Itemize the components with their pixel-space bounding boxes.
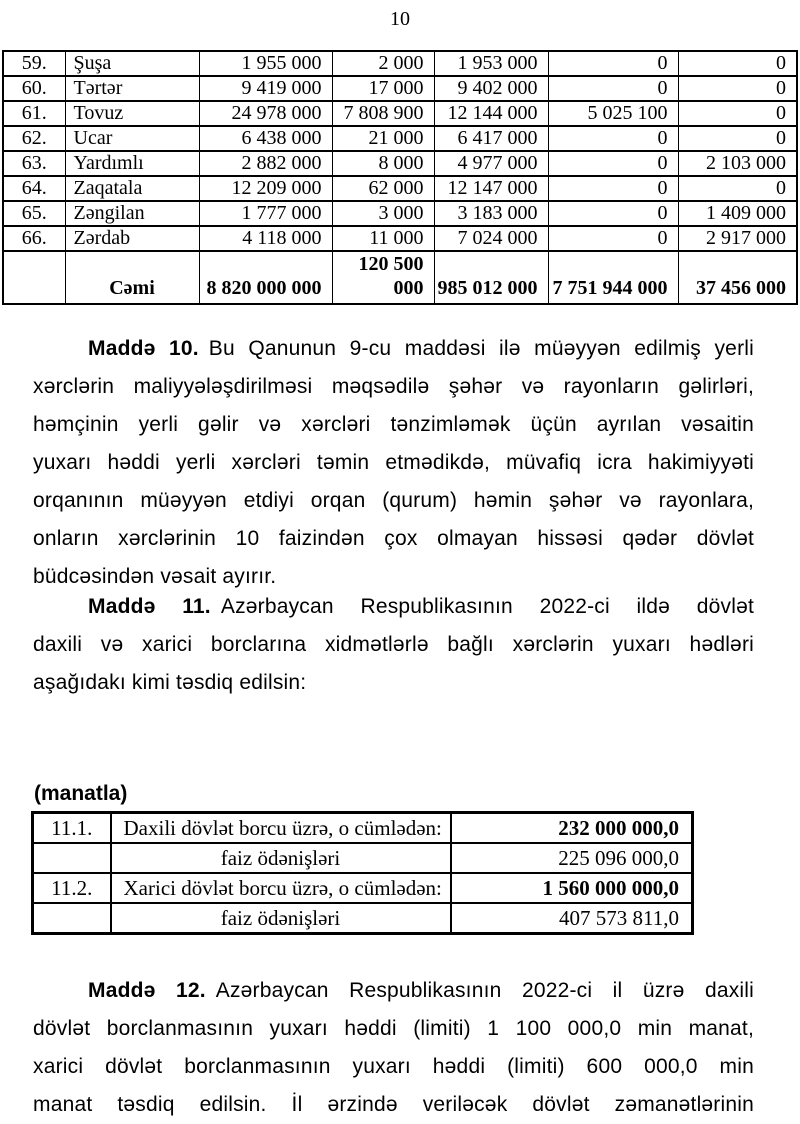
article-text: Azərbaycan Respublikasının 2022-ci ildə dövlət <box>220 595 754 618</box>
item-label: Xarici dövlət borcu üzrə, o cümlədən: <box>111 873 451 903</box>
district-name: Tərtər <box>65 76 199 101</box>
value-cell: 6 438 000 <box>199 126 332 151</box>
value-cell: 2 917 000 <box>678 226 797 251</box>
article-10-heading: Maddə 10. <box>88 337 199 360</box>
item-value: 225 096 000,0 <box>451 843 693 873</box>
value-cell: 9 419 000 <box>199 76 332 101</box>
table-row <box>3 201 797 226</box>
total-value: 8 820 000 000 <box>199 251 332 304</box>
value-cell: 8 000 <box>332 151 434 176</box>
item-number <box>33 903 111 934</box>
value-cell: 0 <box>678 101 797 126</box>
text-line: xərclərin maliyyələşdirilməsi məqsədilə şəhər və rayonların gəlirləri, <box>33 375 754 398</box>
table-row <box>3 76 797 101</box>
text-line: orqanının müəyyən etdiyi orqan (qurum) həmin şəhər və rayonlara, <box>33 489 754 512</box>
row-number: 66. <box>3 226 65 251</box>
text-line: manat təsdiq edilsin. İl ərzində veriləcək dövlət zəmanətlərinin <box>33 1093 754 1116</box>
value-cell: 0 <box>548 151 678 176</box>
text-line <box>33 330 754 368</box>
value-cell: 0 <box>548 76 678 101</box>
text-line: onların xərclərinin 10 faizindən çox olmayan hissəsi qədər dövlət <box>33 527 754 550</box>
row-number: 60. <box>3 76 65 101</box>
item-value: 1 560 000 000,0 <box>451 873 693 903</box>
value-cell: 2 000 <box>332 51 434 76</box>
value-cell: 0 <box>678 176 797 201</box>
total-value: 7 751 944 000 <box>548 251 678 304</box>
debt-row <box>33 843 693 873</box>
value-cell: 0 <box>548 201 678 226</box>
text-line: xarici dövlət borclanmasının yuxarı həddi (limiti) 600 000,0 min <box>33 1055 754 1078</box>
item-value: 407 573 811,0 <box>451 903 693 934</box>
text-line: dövlət borclanmasının yuxarı həddi (limiti) 1 100 000,0 min manat, <box>33 1017 754 1040</box>
text-line: aşağıdakı kimi təsdiq edilsin: <box>33 671 307 694</box>
value-cell: 12 209 000 <box>199 176 332 201</box>
value-cell: 4 977 000 <box>434 151 548 176</box>
article-12 <box>33 972 754 1124</box>
value-cell: 0 <box>678 76 797 101</box>
item-label: Daxili dövlət borcu üzrə, o cümlədən: <box>111 813 451 844</box>
district-name: Yardımlı <box>65 151 199 176</box>
row-number: 62. <box>3 126 65 151</box>
value-cell: 3 000 <box>332 201 434 226</box>
value-cell: 0 <box>548 51 678 76</box>
value-cell: 0 <box>548 176 678 201</box>
debt-limits-table <box>31 811 694 935</box>
value-cell: 11 000 <box>332 226 434 251</box>
table-row <box>3 51 797 76</box>
budget-table <box>2 50 798 305</box>
table-row <box>3 226 797 251</box>
value-cell: 62 000 <box>332 176 434 201</box>
district-name: Zaqatala <box>65 176 199 201</box>
value-cell: 3 183 000 <box>434 201 548 226</box>
value-cell: 2 103 000 <box>678 151 797 176</box>
article-11 <box>33 588 754 702</box>
value-cell: 17 000 <box>332 76 434 101</box>
table-row <box>3 126 797 151</box>
page-number: 10 <box>390 8 410 30</box>
value-cell: 1 409 000 <box>678 201 797 226</box>
value-cell: 0 <box>548 126 678 151</box>
row-number: 63. <box>3 151 65 176</box>
debt-row <box>33 873 693 903</box>
row-number: 61. <box>3 101 65 126</box>
text-line <box>33 588 754 626</box>
article-text: Azərbaycan Respublikasının 2022-ci il üzrə daxili <box>215 979 754 1002</box>
value-cell: 5 025 100 <box>548 101 678 126</box>
debt-row <box>33 903 693 934</box>
total-label: Cəmi <box>65 251 199 304</box>
value-cell: 2 882 000 <box>199 151 332 176</box>
text-line: büdcəsindən vəsait ayırır. <box>33 565 277 588</box>
table-row <box>3 101 797 126</box>
value-cell: 21 000 <box>332 126 434 151</box>
text-line <box>33 972 754 1010</box>
text-line: həmçinin yerli gəlir və xərcləri tənzimləmək üçün ayrılan vəsaitin <box>33 413 754 436</box>
value-cell: 1 953 000 <box>434 51 548 76</box>
district-name: Zəngilan <box>65 201 199 226</box>
row-number: 64. <box>3 176 65 201</box>
table-row <box>3 176 797 201</box>
item-number: 11.2. <box>33 873 111 903</box>
row-number: 59. <box>3 51 65 76</box>
item-number: 11.1. <box>33 813 111 844</box>
article-11-heading: Maddə 11. <box>88 595 211 618</box>
article-10 <box>33 330 754 596</box>
value-cell: 7 024 000 <box>434 226 548 251</box>
total-value: 37 456 000 <box>678 251 797 304</box>
text-line: yuxarı həddi yerli xərcləri təmin etmədikdə, müvafiq icra hakimiyyəti <box>33 451 754 474</box>
currency-caption: (manatla) <box>34 782 128 805</box>
article-text: Bu Qanunun 9-cu maddəsi ilə müəyyən edilmiş yerli <box>208 337 754 360</box>
value-cell: 0 <box>548 226 678 251</box>
article-12-heading: Maddə 12. <box>88 979 206 1002</box>
text-line: daxili və xarici borclarına xidmətlərlə bağlı xərclərin yuxarı hədləri <box>33 633 754 656</box>
value-cell: 9 402 000 <box>434 76 548 101</box>
district-name: Zərdab <box>65 226 199 251</box>
value-cell: 1 777 000 <box>199 201 332 226</box>
district-name: Şuşa <box>65 51 199 76</box>
total-value: 985 012 000 <box>434 251 548 304</box>
value-cell: 0 <box>678 51 797 76</box>
value-cell: 12 147 000 <box>434 176 548 201</box>
debt-row <box>33 813 693 844</box>
value-cell: 4 118 000 <box>199 226 332 251</box>
table-row <box>3 151 797 176</box>
item-label: faiz ödənişləri <box>111 903 451 934</box>
value-cell: 7 808 900 <box>332 101 434 126</box>
value-cell: 1 955 000 <box>199 51 332 76</box>
value-cell: 0 <box>678 126 797 151</box>
item-number <box>33 843 111 873</box>
total-row <box>3 251 797 304</box>
item-value: 232 000 000,0 <box>451 813 693 844</box>
value-cell: 6 417 000 <box>434 126 548 151</box>
district-name: Ucar <box>65 126 199 151</box>
item-label: faiz ödənişləri <box>111 843 451 873</box>
district-name: Tovuz <box>65 101 199 126</box>
value-cell: 24 978 000 <box>199 101 332 126</box>
value-cell: 12 144 000 <box>434 101 548 126</box>
row-number: 65. <box>3 201 65 226</box>
total-value: 120 500 000 <box>332 251 434 304</box>
empty-cell <box>3 251 65 304</box>
